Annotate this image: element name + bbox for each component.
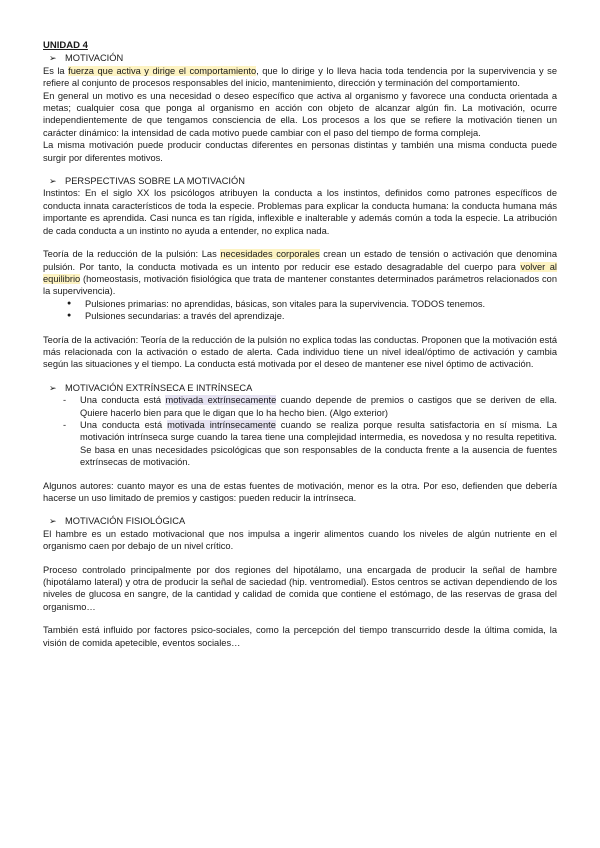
text-run: Teoría de la reducción de la pulsión: Las: [43, 249, 221, 260]
text-run: Una conducta está: [80, 395, 166, 406]
paragraph-hambre: El hambre es un estado motivacional que nos impulsa a ingerir alimentos cuando los niveles de algún nutriente en el organismo caen por debajo de un nivel crítico.: [43, 528, 557, 552]
text-run: cuando se realiza porque resulta satisfactoria en sí misma. La motivación intrínseca surge cuando la tarea tiene una complejidad intermedia, es novedosa y no resulta repetitiva. Se basa en unas necesidades psicológicas que son responsables de la conducta frente a la ausencia de fuentes extrínsecas de motivación.: [80, 419, 557, 468]
list-item: [80, 394, 557, 419]
highlight-text: necesidades corporales: [220, 249, 320, 260]
highlight-text: volver al equilibrio: [43, 261, 557, 284]
paragraph-activacion: Teoría de la activación: Teoría de la reducción de la pulsión no explica todas las conductas. Proponen que la motivación está más relacionada con la activación o estado de alerta. Cada individuo tiene un nivel ideal/óptimo de activación y cambia según las situaciones y el tiempo. La conducta está motivada por el deseo de mantener ese nivel óptimo de activación.: [43, 334, 557, 370]
paragraph-algunos-autores: Algunos autores: cuanto mayor es una de estas fuentes de motivación, menor es la otra. Por eso, defienden que debería hacerse un uso limitado de premios y castigos: pueden reducir la intrínseca.: [43, 480, 557, 503]
list-item: [80, 419, 557, 469]
paragraph-factores-psicosociales: También está influido por factores psico-sociales, como la percepción del tiempo transcurrido desde la última comida, la visión de comida apetecible, eventos sociales…: [43, 625, 557, 648]
arrow-bullet-icon: ➢: [49, 516, 57, 527]
text-run: Es la: [43, 65, 69, 76]
motivacion-types-list: [43, 394, 557, 468]
paragraph-instintos: Instintos: En el siglo XX los psicólogos atribuyen la conducta a los instintos, definidos como patrones específicos de conducta innata característicos de toda la especie. Problemas para explicar la conducta humana: la conducta humana más importante es aprendida. Casi nunca es tan rígida, inflexible e inalterable y además común a toda la especie. La atribución de cada conducta a un instinto no ayuda a entender, no explica nada.: [43, 188, 557, 236]
text-run: (homeostasis, motivación fisiológica que trata de mantener constantes determinados parámetros relacionados con la supervivencia).: [43, 273, 557, 297]
section-heading-label: MOTIVACIÓN: [65, 53, 124, 64]
list-item: ● Pulsiones secundarias: a través del aprendizaje.: [85, 310, 557, 322]
text-run: Una conducta está: [80, 419, 168, 430]
highlight-text: motivada extrínsecamente: [165, 395, 277, 406]
section-heading-fisiologica: [43, 515, 557, 527]
section-heading-label: MOTIVACIÓN FISIOLÓGICA: [65, 516, 186, 527]
list-item: ● Pulsiones primarias: no aprendidas, básicas, son vitales para la supervivencia. TODOS tenemos.: [85, 298, 557, 310]
text-run: cuando depende de premios o castigos que se deriven de ella. Quiere hacerlo bien para que le digan que lo ha hecho bien. (Algo exterior): [80, 395, 557, 418]
section-heading-perspectivas: [43, 175, 557, 187]
text-run: crean un estado de tensión o activación que denomina pulsión. Por tanto, la conducta motivada es un intento por reducir ese estado desagradable del cuerpo para: [43, 249, 557, 272]
paragraph-reduccion-pulsion: [43, 248, 557, 298]
highlight-text: motivada intrínsecamente: [167, 419, 276, 430]
arrow-bullet-icon: ➢: [49, 382, 57, 393]
pulsiones-list: [43, 298, 557, 323]
section-heading-extrinseca-intrinseca: [43, 382, 557, 394]
section-heading-label: MOTIVACIÓN EXTRÍNSECA E INTRÍNSECA: [65, 382, 253, 393]
paragraph-hipotalamo: Proceso controlado principalmente por dos regiones del hipotálamo, una encargada de producir la señal de hambre (hipotálamo lateral) y otra de producir la señal de saciedad (hip. ventromedial). Estos centros se activan dependiendo de los niveles de glucosa en sangre, de la cantidad y calidad de comida que contiene el estómago, de las reservas de grasa del organismo…: [43, 564, 557, 612]
arrow-bullet-icon: ➢: [49, 53, 57, 64]
highlight-text: fuerza que activa y dirige el comportamiento: [68, 65, 257, 76]
paragraph-misma-motivacion: La misma motivación puede producir conductas diferentes en personas distintas y también una misma conducta puede surgir por diferentes motivos.: [43, 140, 557, 163]
paragraph-motivo: En general un motivo es una necesidad o deseo específico que activa al organismo y favorece una conducta orientada a metas; cualquier cosa que ponga al organismo en acción con objeto de alcanzar algún fin. La motivación, ocurre independientemente de que tengamos consciencia de ella. Los procesos a los que se refiere la motivación tienen un carácter dinámico: la intensidad de cada motivo puede cambiar con el paso del tiempo de forma compleja.: [43, 90, 557, 138]
motivacion-definition: [43, 65, 557, 90]
unit-title: UNIDAD 4: [43, 40, 88, 51]
arrow-bullet-icon: ➢: [49, 176, 57, 187]
text-run: , que lo dirige y lo lleva hacia toda tendencia por la supervivencia y se refiere al conjunto de procesos responsables del inicio, mantenimiento, dirección y terminación del comportamiento.: [43, 65, 557, 89]
section-heading-label: PERSPECTIVAS SOBRE LA MOTIVACIÓN: [65, 176, 245, 187]
section-heading-motivacion: [43, 52, 557, 64]
